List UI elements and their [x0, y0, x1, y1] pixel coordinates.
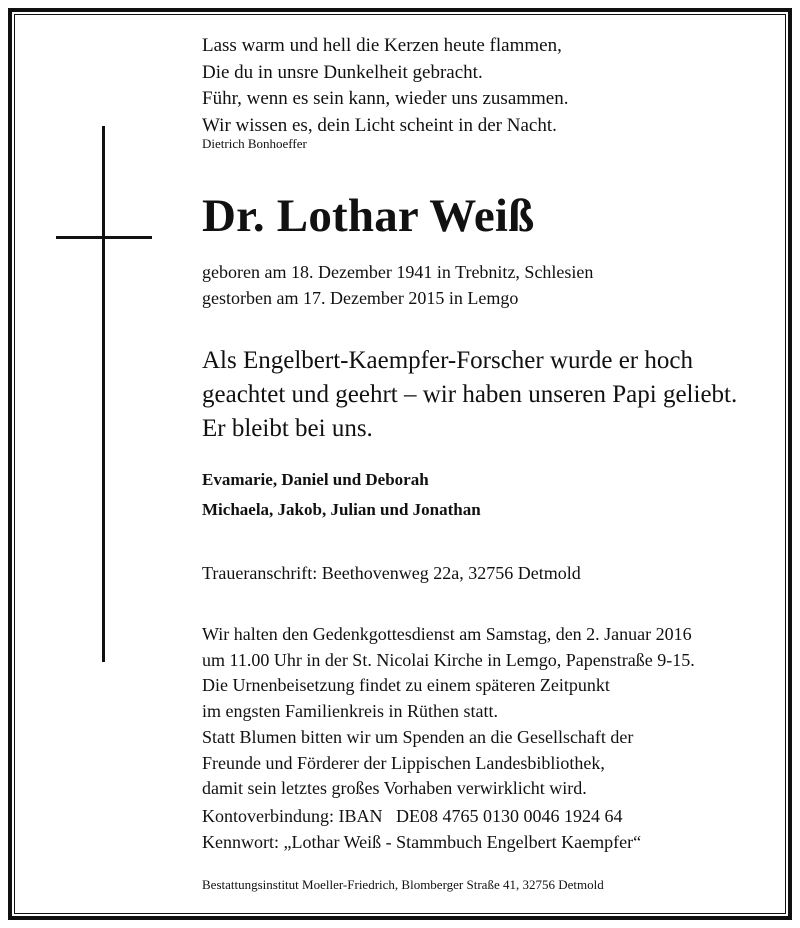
- donation-line: damit sein letztes großes Vorhaben verwirklicht wird.: [202, 778, 587, 798]
- tribute-text: [202, 344, 737, 446]
- service-line: Die Urnenbeisetzung findet zu einem späteren Zeitpunkt: [202, 675, 610, 695]
- service-line: Wir halten den Gedenkgottesdienst am Samstag, den 2. Januar 2016: [202, 624, 692, 644]
- poem-line: Wir wissen es, dein Licht scheint in der Nacht.: [202, 115, 557, 137]
- memorial-service: [202, 622, 695, 724]
- poem: [202, 33, 569, 140]
- family-names: [202, 465, 481, 525]
- tribute-line: geachtet und geehrt – wir haben unseren Papi geliebt.: [202, 381, 738, 408]
- tribute-line: Als Engelbert-Kaempfer-Forscher wurde er hoch: [202, 347, 693, 374]
- reference-line: Kennwort: „Lothar Weiß - Stammbuch Engelbert Kaempfer“: [202, 832, 642, 852]
- poem-line: Die du in unsre Dunkelheit gebracht.: [202, 61, 483, 83]
- poem-author: Dietrich Bonhoeffer: [202, 136, 307, 151]
- poem-line: Lass warm und hell die Kerzen heute flammen,: [202, 35, 562, 56]
- death-date: gestorben am 17. Dezember 2015 in Lemgo: [202, 288, 519, 308]
- poem-line: Führ, wenn es sein kann, wieder uns zusammen.: [202, 88, 569, 110]
- family-line: Michaela, Jakob, Julian und Jonathan: [202, 500, 481, 519]
- family-line: Evamarie, Daniel und Deborah: [202, 470, 429, 489]
- cross-bar: [56, 236, 152, 239]
- funeral-home: Bestattungsinstitut Moeller-Friedrich, Blomberger Straße 41, 32756 Detmold: [202, 877, 604, 892]
- donation-line: Freunde und Förderer der Lippischen Landesbibliothek,: [202, 752, 605, 773]
- mourning-address: Traueranschrift: Beethovenweg 22a, 32756 Detmold: [202, 563, 581, 583]
- donation-request: [202, 725, 633, 802]
- birth-date: geboren am 18. Dezember 1941 in Trebnitz, Schlesien: [202, 262, 594, 282]
- bank-account: [202, 803, 641, 855]
- deceased-name: Dr. Lothar Weiß: [202, 190, 535, 242]
- cross-icon: [102, 126, 105, 662]
- donation-line: Statt Blumen bitten wir um Spenden an die Gesellschaft der: [202, 727, 634, 747]
- service-line: um 11.00 Uhr in der St. Nicolai Kirche in Lemgo, Papenstraße 9-15.: [202, 649, 695, 670]
- service-line: im engsten Familienkreis in Rüthen statt.: [202, 700, 498, 721]
- tribute-line: Er bleibt bei uns.: [202, 415, 373, 442]
- life-dates: [202, 259, 593, 311]
- iban-line: Kontoverbindung: IBAN DE08 4765 0130 0046 1924 64: [202, 806, 623, 826]
